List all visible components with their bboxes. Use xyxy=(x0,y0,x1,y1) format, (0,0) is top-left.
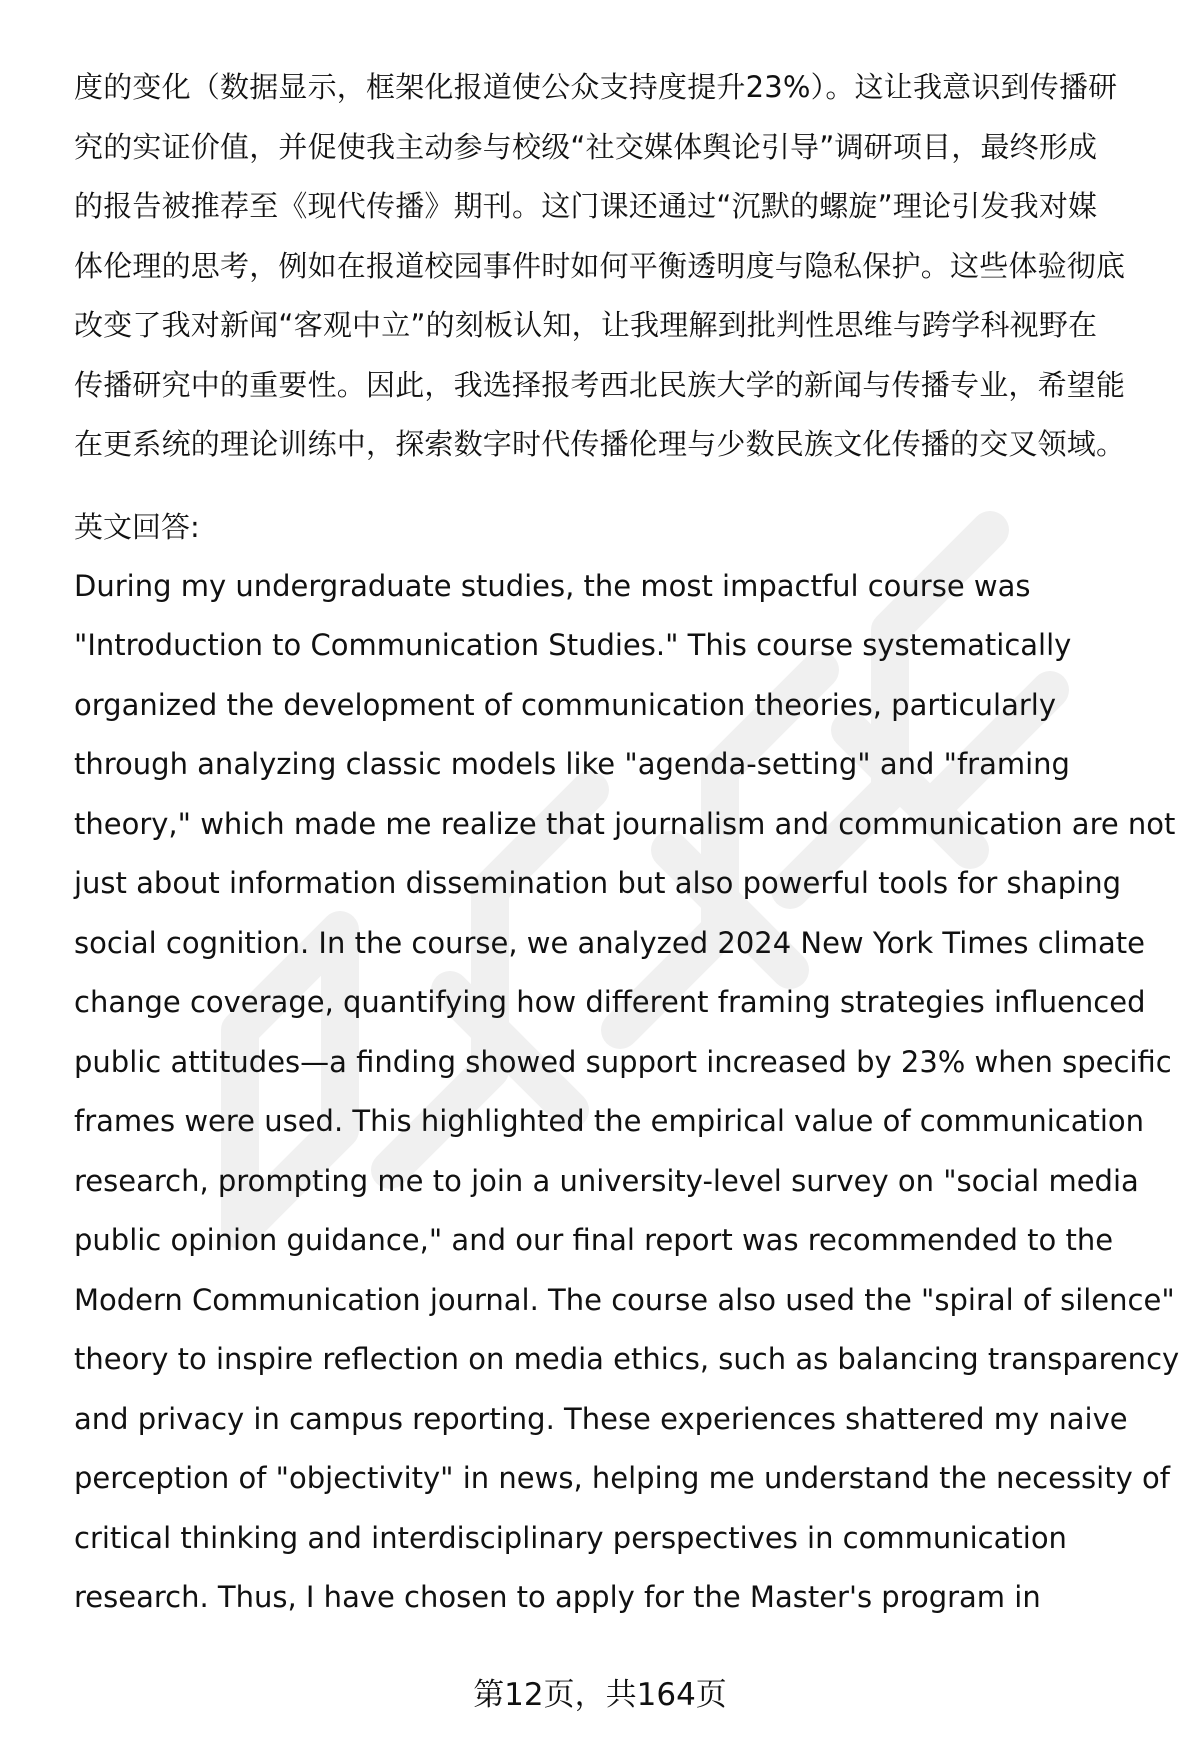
page-number-footer: 第12页，共164页 xyxy=(473,1677,727,1713)
text-line: During my undergraduate studies, the most impactful course was xyxy=(74,568,1031,603)
text-line: and privacy in campus reporting. These experiences shattered my naive xyxy=(74,1401,1128,1436)
text-line: research, prompting me to join a university-level survey on "social media xyxy=(74,1163,1139,1198)
document-body xyxy=(74,58,1180,1628)
text-line: 体伦理的思考，例如在报道校园事件时如何平衡透明度与隐私保护。这些体验彻底 xyxy=(74,248,1126,283)
text-line: 度的变化（数据显示，框架化报道使公众支持度提升23%）。这让我意识到传播研 xyxy=(74,70,1118,104)
text-line: critical thinking and interdisciplinary perspectives in communication xyxy=(74,1520,1067,1555)
text-line: 传播研究中的重要性。因此，我选择报考西北民族大学的新闻与传播专业，希望能 xyxy=(74,367,1126,402)
text-line: theory to inspire reflection on media ethics, such as balancing transparency xyxy=(74,1342,1180,1376)
chinese-answer-paragraph xyxy=(74,58,1154,475)
text-line: social cognition. In the course, we analyzed 2024 New York Times climate xyxy=(74,925,1145,960)
text-line: 的报告被推荐至《现代传播》期刊。这门课还通过“沉默的螺旋”理论引发我对媒 xyxy=(74,189,1098,223)
text-line: organized the development of communication theories, particularly xyxy=(74,687,1056,722)
text-line: 改变了我对新闻“客观中立”的刻板认知，让我理解到批判性思维与跨学科视野在 xyxy=(74,308,1098,342)
text-line: research. Thus, I have chosen to apply for the Master's program in xyxy=(74,1580,1041,1614)
english-answer-paragraph xyxy=(74,557,1180,1628)
text-line: public attitudes—a finding showed support increased by 23% when specific xyxy=(74,1044,1172,1079)
text-line: perception of "objectivity" in news, helping me understand the necessity of xyxy=(74,1461,1170,1495)
text-line: just about information dissemination but also powerful tools for shaping xyxy=(74,866,1121,900)
text-line: "Introduction to Communication Studies." This course systematically xyxy=(74,628,1072,662)
text-line: 究的实证价值，并促使我主动参与校级“社交媒体舆论引导”调研项目，最终形成 xyxy=(74,129,1098,164)
text-line: through analyzing classic models like "agenda-setting" and "framing xyxy=(74,747,1070,781)
text-line: public opinion guidance," and our final report was recommended to the xyxy=(74,1223,1114,1257)
text-line: Modern Communication journal. The course also used the "spiral of silence" xyxy=(74,1282,1175,1317)
text-line: 在更系统的理论训练中，探索数字时代传播伦理与少数民族文化传播的交叉领域。 xyxy=(74,427,1126,461)
text-line: frames were used. This highlighted the empirical value of communication xyxy=(74,1104,1145,1138)
text-line: theory," which made me realize that journalism and communication are not xyxy=(74,806,1176,841)
text-line: change coverage, quantifying how different framing strategies influenced xyxy=(74,985,1146,1019)
english-answer-heading: 英文回答: xyxy=(74,509,200,544)
